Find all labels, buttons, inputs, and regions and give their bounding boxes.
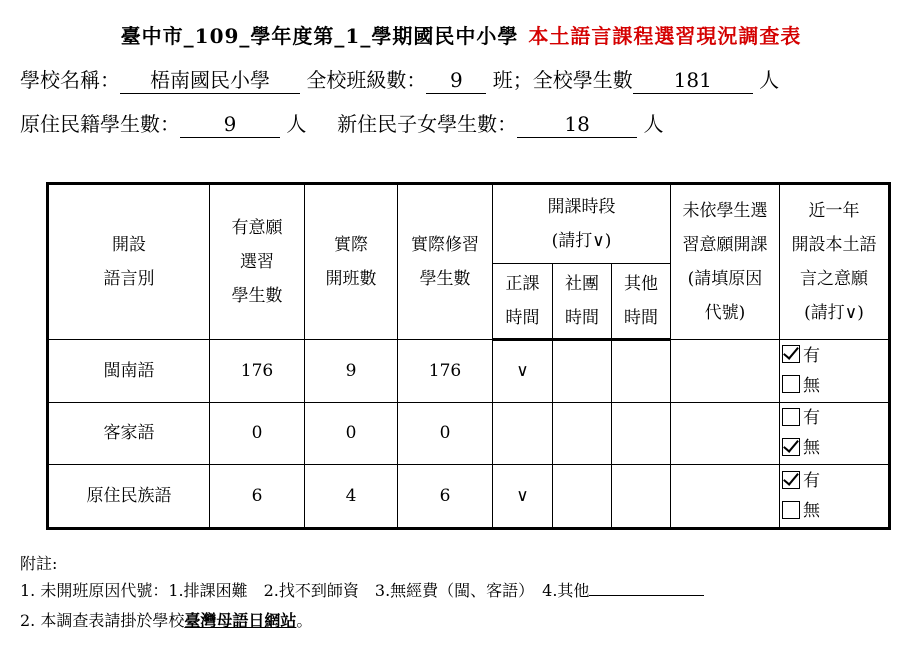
title-main: 臺中市_109_學年度第_1_學期國民中小學 [120, 24, 519, 48]
cell-other[interactable] [612, 402, 671, 465]
cell-classes[interactable]: 9 [305, 340, 398, 403]
header-period-club: 社團 時間 [553, 264, 612, 340]
cell-reason[interactable] [671, 402, 780, 465]
class-count-field[interactable]: 9 [426, 67, 486, 94]
header-reason: 未依學生選 習意願開課 (請填原因 代號) [671, 184, 780, 340]
wish-no-checkbox[interactable] [782, 438, 800, 456]
cell-students[interactable]: 6 [398, 465, 493, 529]
header-period: 開課時段 (請打∨) [493, 184, 671, 264]
table-row [48, 402, 890, 465]
header-actual-students: 實際修習 學生數 [398, 184, 493, 340]
wish-yes-checkbox[interactable] [782, 471, 800, 489]
indigenous-label: 原住民籍學生數： [20, 112, 180, 136]
student-unit: 人 [759, 68, 780, 92]
notes-line-2: 2. 本調查表請掛於學校臺灣母語日網站。 [20, 611, 313, 630]
cell-willing[interactable]: 0 [210, 402, 305, 465]
survey-table [46, 182, 891, 530]
header-wish: 近一年 開設本土語 言之意願 (請打∨) [780, 184, 890, 340]
notes-line-1: 1. 未開班原因代號：1.排課困難 2.找不到師資 3.無經費（閩、客語） 4.其他 [20, 578, 704, 601]
cell-willing[interactable]: 6 [210, 465, 305, 529]
table-row [48, 465, 890, 529]
wish-no-checkbox[interactable] [782, 501, 800, 519]
cell-regular[interactable]: ∨ [493, 340, 553, 403]
newres-count-field[interactable]: 18 [517, 111, 637, 138]
page-title [0, 20, 922, 49]
cell-wish: 有 無 [780, 402, 890, 465]
table-row [48, 340, 890, 403]
wish-yes-checkbox[interactable] [782, 408, 800, 426]
cell-reason[interactable] [671, 465, 780, 529]
class-label: 全校班級數： [306, 68, 427, 92]
school-name-field[interactable]: 梧南國民小學 [120, 67, 300, 94]
cell-club[interactable] [553, 402, 612, 465]
cell-language: 閩南語 [48, 340, 210, 403]
cell-students[interactable]: 176 [398, 340, 493, 403]
cell-regular[interactable] [493, 402, 553, 465]
newres-label: 新住民子女學生數： [337, 112, 518, 136]
indigenous-count-field[interactable]: 9 [180, 111, 280, 138]
cell-wish: 有 無 [780, 465, 890, 529]
wish-no-checkbox[interactable] [782, 375, 800, 393]
newres-unit: 人 [643, 112, 664, 136]
notes-heading: 附註: [20, 554, 58, 573]
wish-yes-checkbox[interactable] [782, 345, 800, 363]
cell-willing[interactable]: 176 [210, 340, 305, 403]
cell-wish: 有 無 [780, 340, 890, 403]
cell-language: 客家語 [48, 402, 210, 465]
indigenous-unit: 人 [286, 112, 307, 136]
student-count-field[interactable]: 181 [633, 67, 753, 94]
mother-tongue-site-link[interactable]: 臺灣母語日網站 [184, 611, 297, 630]
class-unit: 班；全校學生數 [492, 68, 633, 92]
school-label: 學校名稱： [20, 68, 120, 92]
cell-language: 原住民族語 [48, 465, 210, 529]
title-highlight: 本土語言課程選習現況調查表 [528, 24, 802, 48]
cell-classes[interactable]: 0 [305, 402, 398, 465]
header-language: 開設 語言別 [48, 184, 210, 340]
population-info-line [20, 108, 663, 138]
cell-reason[interactable] [671, 340, 780, 403]
header-willing-students: 有意願 選習 學生數 [210, 184, 305, 340]
cell-students[interactable]: 0 [398, 402, 493, 465]
cell-club[interactable] [553, 465, 612, 529]
cell-club[interactable] [553, 340, 612, 403]
cell-other[interactable] [612, 340, 671, 403]
header-period-other: 其他 時間 [612, 264, 671, 340]
school-info-line [20, 64, 779, 94]
other-reason-blank[interactable] [589, 579, 704, 596]
cell-other[interactable] [612, 465, 671, 529]
cell-regular[interactable]: ∨ [493, 465, 553, 529]
header-period-regular: 正課 時間 [493, 264, 553, 340]
header-actual-classes: 實際 開班數 [305, 184, 398, 340]
cell-classes[interactable]: 4 [305, 465, 398, 529]
